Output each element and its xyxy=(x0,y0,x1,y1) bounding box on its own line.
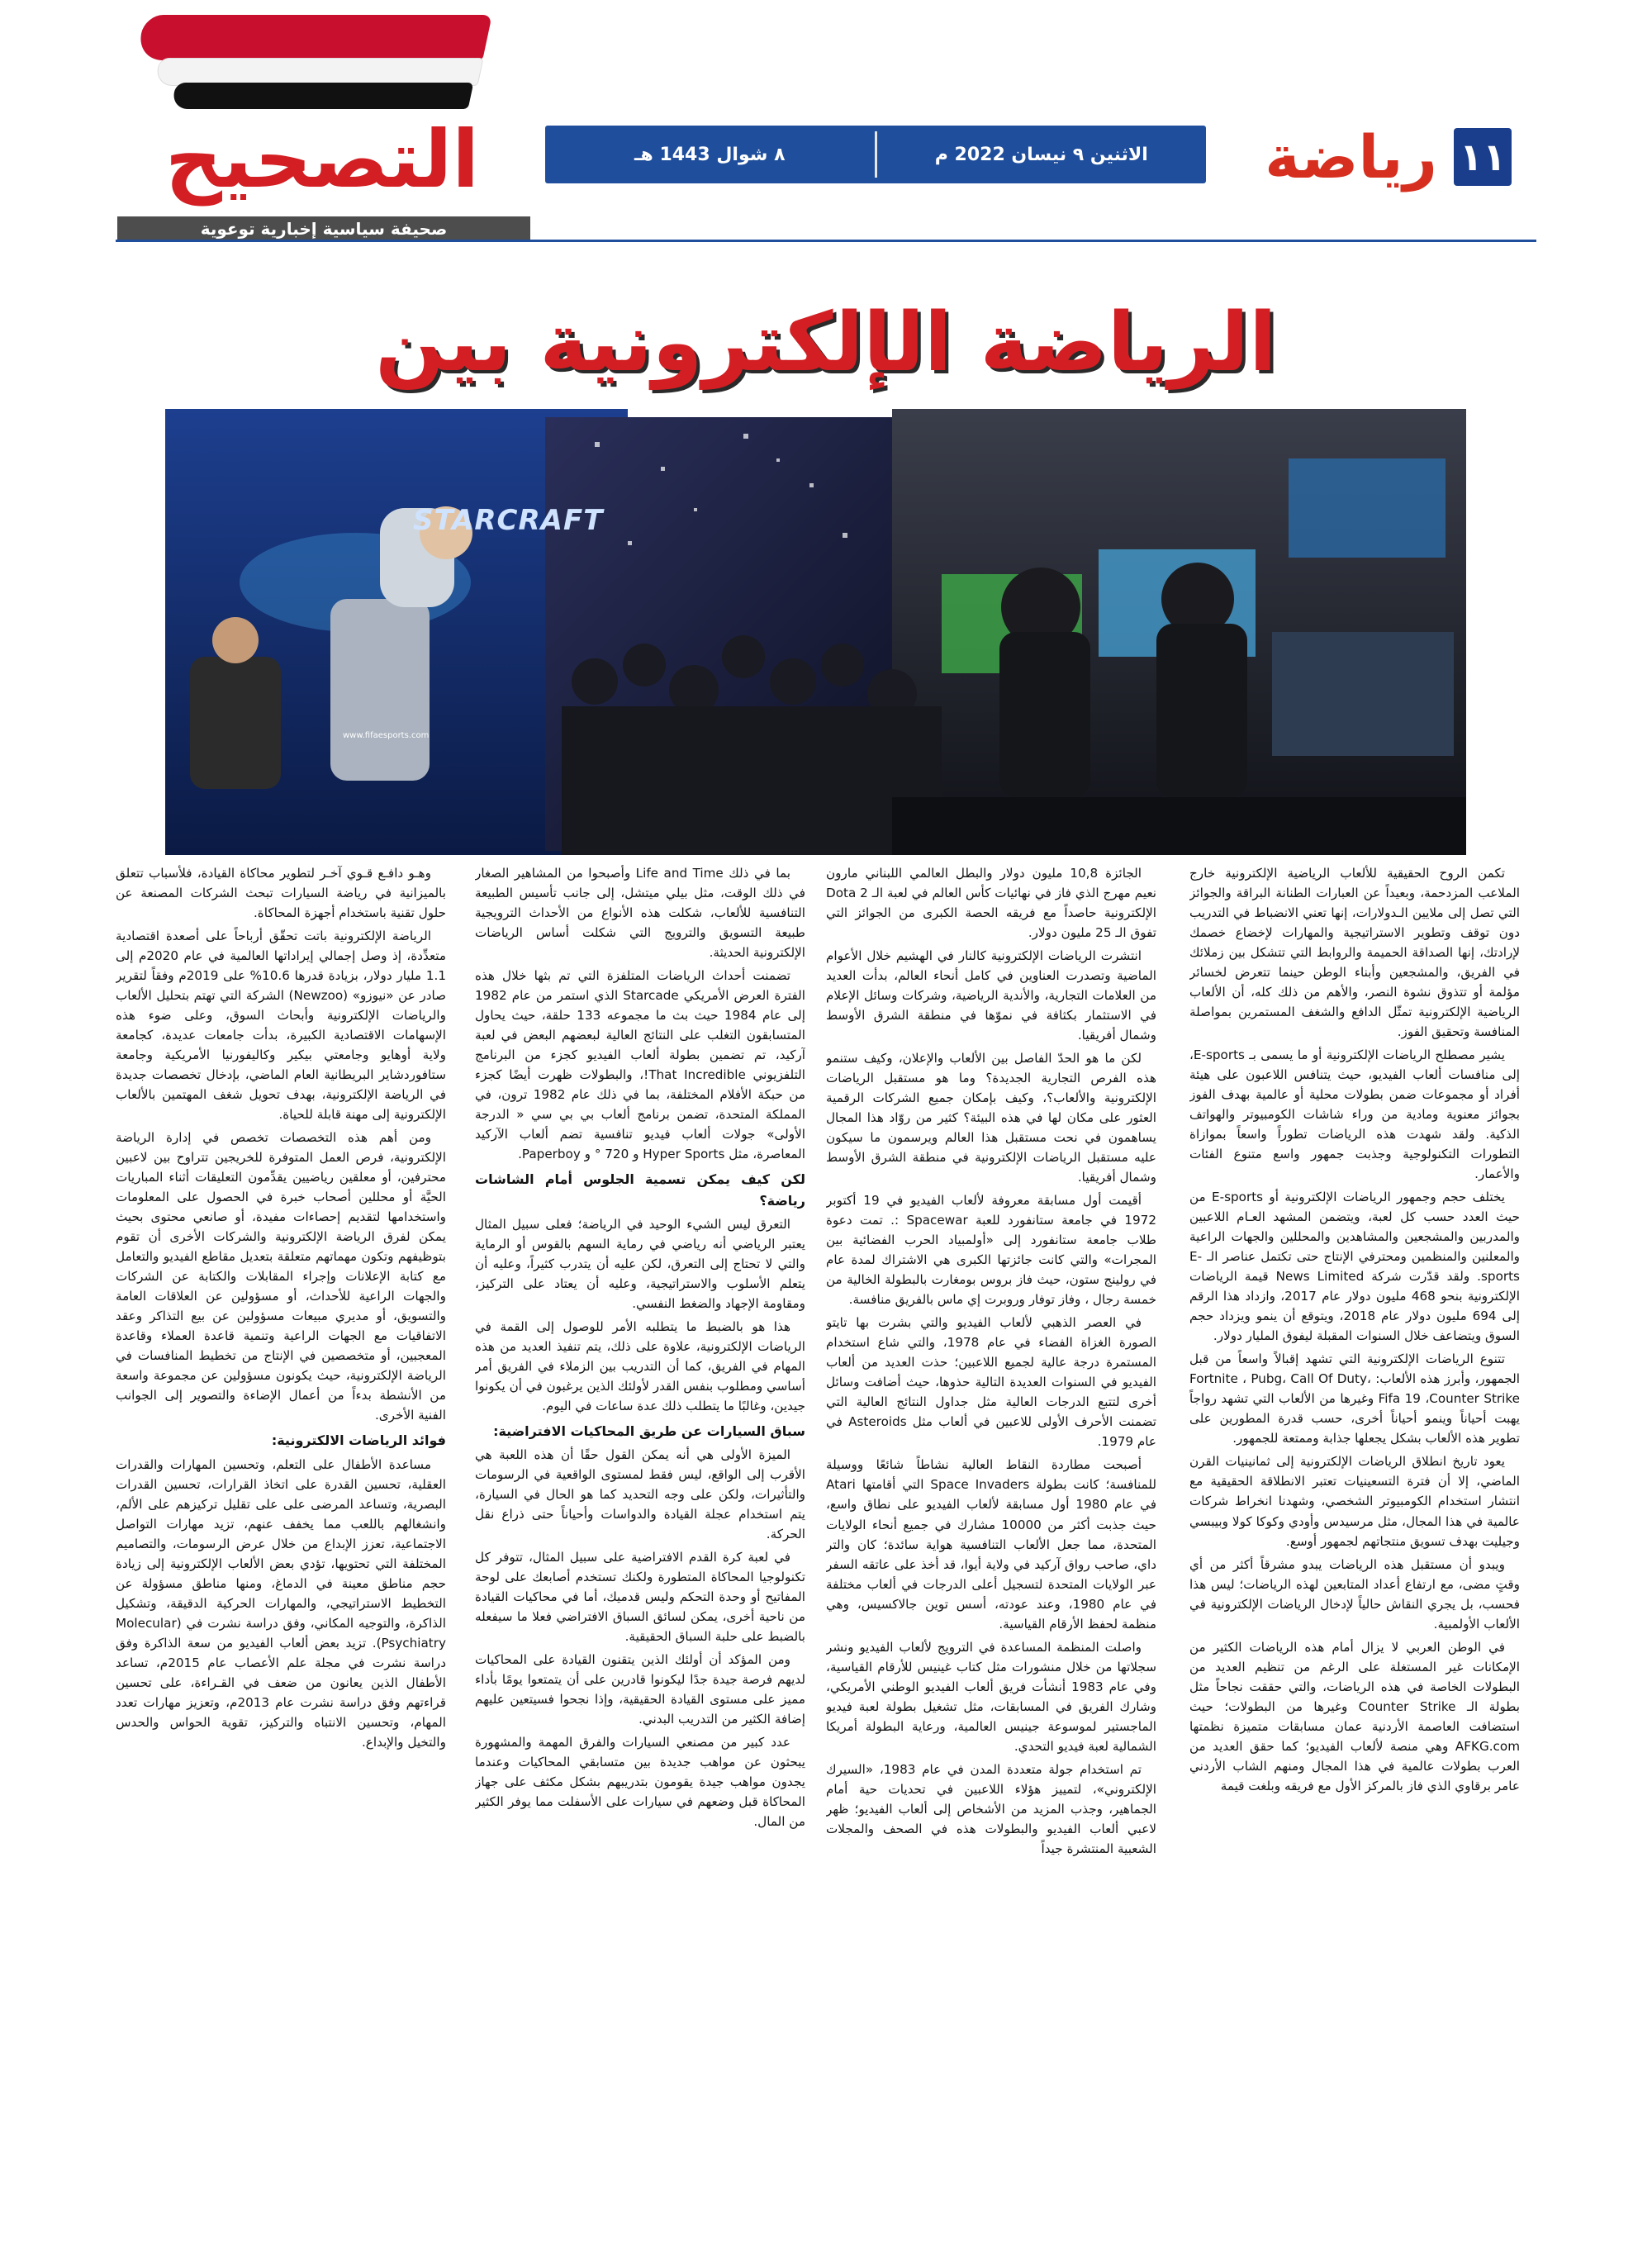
flag-red-stripe xyxy=(135,15,492,60)
date-divider xyxy=(875,131,877,178)
article-paragraph: انتشرت الرياضات الإلكترونية كالنار في الهشيم خلال الأعوام الماضية وتصدرت العناوين في كامل أنحاء العالم، بدأت العديد من العلامات التجارية، والأندية الرياضية، وشركات وسائل الإعلام في الاستثمار بكثافة في نموّها في منطقة الشرق الأوسط وشمال أفريقيا. xyxy=(826,948,1156,1043)
article-paragraph: ويبدو أن مستقبل هذه الرياضات يبدو مشرقاً أكثر من أي وقتٍ مضى، مع ارتفاع أعداد المتابعين لهذه الرياضات؛ ليس هذا فحسب، بل يجري النقاش حالياً لإدخال الرياضات الإلكترونية في الألعاب الأولمبية. xyxy=(1189,1556,1520,1632)
article-paragraph: أقيمت أول مسابقة معروفة لألعاب الفيديو في 19 أكتوبر 1972 في جامعة ستانفورد للعبة Spacewar :. تمت دعوة طلاب جامعة ستانفورد إلى «أولمبياد الحرب الفضائية بين المجرات» والتي كانت جائزتها الكبرى هي الاشتراك لمدة عام في رولينج ستون، حيث فاز بروس بومغارت بالبطولة الخالية من خمسة رجال ، وفاز توفار وروبرت إي ماس بالفريق منافسة. xyxy=(826,1193,1156,1308)
article-paragraph: الجائزة 10,8 مليون دولار والبطل العالمي اللبناني مارون نعيم مهرج الذي فاز في نهائيات كأس العالم في لعبة الـ Dota 2 الإلكترونية حاصداً مع فريقه الحصة الكبرى من الجوائز التي تفوق الـ 25 مليون دولار. xyxy=(826,866,1156,941)
page-number: ١١ xyxy=(1454,128,1512,186)
header-rule xyxy=(116,240,1536,242)
esports-photo-collage xyxy=(165,409,1466,855)
article-column-3 xyxy=(475,863,805,2202)
article-paragraph: وهـو دافـع قـوي آخـر لتطوير محاكاة القيادة، فلأسباب تتعلق بالميزانية في رياضة السيارات تبحث الشركات المصنعة عن حلول تقنية باستخدام أجهزة المحاكاة. xyxy=(116,866,446,921)
article-paragraph: في لعبة كرة القدم الافتراضية على سبيل المثال، تتوفر كل تكنولوجيا المحاكاة المتطورة ولكنك تستخدم أصابعك على لوحة المفاتيح أو وحدة التحكم وليس قدميك، أما في محاكيات القيادة من ناحية أخرى، يمكن لسائق السباق الافتراضي فعلا ما سيفعله بالضبط على حلبة السباق الحقيقية. xyxy=(475,1550,805,1645)
article-paragraph: تتنوع الرياضات الإلكترونية التي تشهد إقبالاً واسعاً من قبل الجمهور، وأبرز هذه الألعاب: Fortnite ، Pubg، Call Of Duty، Fifa 19 ،Counter Strike وغيرها من الألعاب التي تشهد رواجاً يهبت أحياناً وينمو أحياناً أخرى، حسب قدرة المطورين على تطوير هذه الألعاب بشكل يجعلها جذابة وممتعة للجمهور. xyxy=(1189,1351,1520,1446)
section-title: رياضة xyxy=(1265,122,1437,192)
article-paragraph: تضمنت أحداث الرياضات المتلفزة التي تم بثها خلال هذه الفترة العرض الأمريكي Starcade الذي استمر من عام 1982 إلى عام 1984 حيث بث ما مجموعه 133 حلقة، حيث يحاول المتسابقون التغلب على النتائج العالية لبعضهم البعض في لعبة آركيد، تم تضمين بطولة ألعاب الفيديو كجزء من البرنامج التلفزيوني That Incredible!، والبطولات ظهرت أيضًا كجزء من حبكة الأفلام المختلفة، بما في ذلك عام 1982 ترون، في المملكة المتحدة، تضمن برنامج ألعاب بي بي سي « الدرجة الأولى» جولات ألعاب فيديو تنافسية تضم ألعاب الآركيد المعاصرة، مثل Hyper Sports و 720 ° و Paperboy. xyxy=(475,968,805,1162)
article-paragraph: لكن ما هو الحدّ الفاصل بين الألعاب والإعلان، وكيف ستنمو هذه الفرص التجارية الجديدة؟ وما هو مستقبل الرياضات الإلكترونية والألعاب؟، وكيف بإمكان جميع الشركات الرقمية العثور على مكان لها في هذه البيئة؟ كثير من روّاد هذا المجال يساهمون في نحت مستقبل هذا العالم ويرسمون ما سيكون عليه مستقبل الرياضات الإلكترونية في منطقة الشرق الأوسط وشمال أفريقيا. xyxy=(826,1051,1156,1185)
article-paragraph: الميزة الأولى هي أنه يمكن القول حقًا أن هذه اللعبة هي الأقرب إلى الواقع، ليس فقط لمستوى الواقعية في الرسومات والتأثيرات، ولكن على وجه التحديد كما هو الحال في السيارة، يتم استخدام عجلة القيادة والدواسات وأحياناً حتى ذراع نقل الحركة. xyxy=(475,1447,805,1542)
article-column-1 xyxy=(1189,863,1520,2202)
stage-screen-text: www.fifaesports.com xyxy=(343,731,430,740)
date-gregorian: الاثنين ٩ نيسان 2022 م xyxy=(934,144,1148,165)
article-column-2 xyxy=(826,863,1156,2202)
article-paragraph: يشير مصطلح الرياضات الإلكترونية أو ما يسمى بـ E-sports، إلى منافسات ألعاب الفيديو، حيث يتنافس اللاعبون على هيئة أفراد أو مجموعات ضمن بطولات محلية أو عالمية بهدف الفوز بجوائز معنوية ومادية من وراء شاشات الكومبيوتر والهواتف الذكية. ولقد شهدت هذه الرياضات تطوراً واسعاً بموازاة التطورات التكنولوجية وجذبت جمهور واسع متنوع الفئات والأعمار. xyxy=(1189,1047,1520,1182)
article-paragraph: واصلت المنظمة المساعدة في الترويج لألعاب الفيديو ونشر سجلاتها من خلال منشورات مثل كتاب غينيس للأرقام القياسية، وفي عام 1983 أنشأت فريق ألعاب الفيديو الوطني الأمريكي، وشارك الفريق في المسابقات، مثل تشغيل بطولة لعبة فيديو الماجستير لموسوعة جينيس العالمية، ورعاية البطولة أمريكا الشمالية لعبة فيديو التحدي. xyxy=(826,1639,1156,1754)
article-paragraph: التعرق ليس الشيء الوحيد في الرياضة؛ فعلى سبيل المثال يعتبر الرياضي أنه رياضي في رماية السهم بالقوس أو الرماية والتي لا تحتاج إلى التعرق، لكن عليه أن يتدرب كثيراً، وعليه أن يتعلم الأسلوب والاستراتيجية، وعليه أن يعتاد على التركيز، ومقاومة الإجهاد والضغط النفسي. xyxy=(475,1216,805,1311)
article-paragraph: في العصر الذهبي لألعاب الفيديو والتي بشرت بها تايتو الصورة الغزاة الفضاء في عام 1978، والتي شاع استخدام المستمرة درجة عالية لجميع اللاعبين؛ حذت العديد من ألعاب الفيديو في السنوات العديدة التالية حذوها، حيث أضافت وسائل أخرى لتتبع الدرجات العالية مثل جداول النتائج العالية التي تضمنت الأحرف الأولى للاعبين في ألعاب مثل Asteroids في عام 1979. xyxy=(826,1315,1156,1450)
article-paragraph: الرياضة الإلكترونية باتت تحقّق أرباحاً على أصعدة اقتصادية متعدِّدة، إذ وصل إجمالي إيراداتها العالمية في عام 2020م إلى 1.1 مليار دولار، بزيادة قدرها 10.6% على 2019م وفقاً لتقرير صادر عن «نيوزو» (Newzoo) الشركة التي تهتم بتحليل الألعاب والرياضات الإلكترونية وأبحاث السوق، وعلى ضوء هذه الإسهامات الاقتصادية الكبيرة، بدأت جامعات عديدة، كجامعة ولاية أوهايو وجامعتي بيكير وكاليفورنيا الأمريكية وجامعة ستافوردشاير البريطانية العام الماضي، بإدخال تخصصات جديدة في الرياضة الإلكترونية، بهدف تحويل شغف المهتمين بالألعاب الإلكترونية إلى مهنة قابلة للحياة. xyxy=(116,929,446,1123)
article-subheading: لكن كيف يمكن تسمية الجلوس أمام الشاشات رياضة؟ xyxy=(475,1171,805,1209)
article-paragraph: ومن أهم هذه التخصصات تخصص في إدارة الرياضة الإلكترونية، فرص العمل المتوفرة للخريجين تتراوح بين لاعبين محترفين، أو معلقين رياضيين يقدِّمون التعليقات أثناء المباريات الحيَّة أو محللين أصحاب خبرة في الحصول على المعلومات واستخدامها لتقديم إحصاءات مفيدة، أو صانعي محتوى بحيث يمكن لفرق الرياضة الإلكترونية والشركات الأخرى أن تقوم بتوظيفهم وتكون مهماتهم متعلقة بتعديل مقاطع الفيديو والتعامل مع كتابة الإعلانات وإجراء المقابلات والكتابة عن الشركات والجهات الراعية للأحداث، أو مسؤولين عن العلاقات العامة والتسويق، أو مديري مبيعات مسؤولين عن بيع التذاكر وعقد الاتفاقيات مع الجهات الراعية وتنمية قاعدة العملاء وقاعدة المعجبين، أو متخصصين في الإنتاج من تخطيط المنافسات في الرياضة الإلكترونية، حيث يكونون مسؤولين عن مجموعة واسعة من الأنشطة بدءاً من أعمال الإضاءة والتصوير إلى الجوانب الفنية الأخرى. xyxy=(116,1130,446,1423)
article-paragraph: يختلف حجم وجمهور الرياضات الإلكترونية أو E-sports من حيث العدد حسب كل لعبة، ويتضمن المشهد العـام اللاعبين والمدربين والمشجعين والمشاهدين والمحللين والجهات الراعية والمعلنين والمنظمين ومحترفي الإنتاج حتى تكتمل عناصر الـ E-sports. ولقد قدّرت شركة News Limited قيمة الرياضات الإلكترونية بنحو 468 مليون دولار عام 2017، وازداد هذا الرقم إلى 694 مليون دولار عام 2018، ويتوقع أن ينمو ويزداد حجم السوق ويتضاعف خلال السنوات المقبلة ليفوق المليار دولار. xyxy=(1189,1190,1520,1344)
logo-text: التصحيح xyxy=(164,113,480,206)
date-bar xyxy=(545,126,1206,183)
flag-white-stripe xyxy=(154,58,483,86)
article-subheading: فوائد الرياضات الالكترونية: xyxy=(271,1432,446,1449)
article-paragraph: مساعدة الأطفال على التعلم، وتحسين المهارات والقدرات العقلية، تحسين القدرة على اتخاذ القرارات، تحسين القدرات البصرية، وتساعد المرضى على على تقليل تركيزهم على الألم، وانشغالهم باللعب مما يخفف عنهم، تزيد مهارات التواصل الاجتماعية، تعزز الإبداع من خلال عرض الرسومات، والتصاميم المختلفة التي تحتويها، تؤدي بعض الألعاب الإلكترونية إلى زيادة حجم مناطق معينة في الدماغ، ومنها مناطق مسؤولة عن التخطيط الاستراتيجي، والمهارات الحركية الدقيقة، وتشكيل الذاكرة، والتوجيه المكاني، وفق دراسة نشرت في (Molecular Psychiatry). تزيد بعض ألعاب الفيديو من سعة الذاكرة وفق دراسة نشرت في مجلة علم الأعصاب عام 2015م، تساعد الأطفال الذين يعانون من ضعف في القـراءة، على تحسين قراءتهم وفق دراسة نشرت عام 2013م، وتعزيز مهارات تعدد المهام، وتحسين الانتباه والتركيز، تقوية الحواس والحدس والتخيل والإبداع. xyxy=(116,1456,446,1750)
article-paragraph: تم استخدام جولة متعددة المدن في عام 1983، «السيرك الإلكتروني»، لتمييز هؤلاء اللاعبين في تحديات حية أمام الجماهير، وجذب المزيد من الأشخاص إلى ألعاب الفيديو؛ ظهر لاعبي ألعاب الفيديو والبطولات هذه في الصحف والمجلات الشعبية المنتشرة جيداً xyxy=(826,1761,1156,1856)
date-hijri: ٨ شوال 1443 هـ xyxy=(634,144,786,165)
article-paragraph: بما في ذلك Life and Time وأصبحوا من المشاهير الصغار في ذلك الوقت، مثل بيلي ميتشل، إلى جانب تأسيس الطبيعة التنافسية للألعاب، شكلت هذه الأنواع من الأحداث الترويجية طبيعة التسويق والترويج التي شكلت أساس الرياضات الإلكترونية الحديثة. xyxy=(475,866,805,961)
logo-tagline: صحيفة سياسية إخبارية توعوية xyxy=(117,216,530,241)
article-paragraph: عدد كبير من مصنعي السيارات والفرق المهمة والمشهورة يبحثون عن مواهب جديدة بين متسابقي المحاكيات وعندما يجدون مواهب جيدة يقومون بتدريبهم بشكل مكثف على جهاز المحاكاة قبل وضعهم في سيارات على الأسفلت مما يوفر الكثير من المال. xyxy=(475,1735,805,1830)
article-headline: الرياضة الإلكترونية بين xyxy=(375,296,1277,390)
article-subheading: سباق السيارات عن طريق المحاكيات الافتراضية: xyxy=(493,1423,805,1439)
article-paragraph: هذا هو بالضبط ما يتطلبه الأمر للوصول إلى القمة في الرياضات الإلكترونية، علاوة على ذلك، يتم تنفيذ العديد من هذه المهام في الفريق، كما أن التدريب بين الزملاء في الفريق أمر أساسي ومطلوب بنفس القدر لأولئك الذين يرغبون في أن يكونوا جيدين، وغالبًا ما يتطلب ذلك عدة ساعات في اليوم. xyxy=(475,1318,805,1413)
article-paragraph: يعود تاريخ انطلاق الرياضات الإلكترونية إلى ثمانينيات القرن الماضي، إلا أن فترة التسعينيات تعتبر الانطلاقة الحقيقية مع انتشار استخدام الكومبيوتر الشخصي، وشهدنا انخراط شركات عالمية في هذا المجال، مثل مرسيدس وأودي وكوكا كولا وبيبسي وجيليت بهدف تسويق منتجاتهم لجمهور أوسع. xyxy=(1189,1454,1520,1549)
article-paragraph: تكمن الروح الحقيقية للألعاب الرياضية الإلكترونية خارج الملاعب المزدحمة، وبعيداً عن العبارات الطنانة البراقة والجوائز التي تصل إلى ملايين الـدولارات، إنها تعني الانضباط في التدريب دون توقف وتطوير الاستراتيجية والمهارات لإخضاع خصمك لإرادتك، إنها الصداقة الحميمة والروابط التي تتشكل بين زملائك في الفريق، والمشجعين وأبناء الوطن حينما تتعرض لخسائر مؤلمة أو تتذوق نشوة النصر، والأهم من ذلك كله، أن الألعاب الرياضية الإلكترونية تمثّل الدافع والشغف المستمرين بمواصلة المنافسة وتحقيق الفوز. xyxy=(1189,866,1520,1040)
article-paragraph: أصبحت مطاردة النقاط العالية نشاطاً شائعًا ووسيلة للمنافسة؛ كانت بطولة Space Invaders التي أقامتها Atari في عام 1980 أول مسابقة لألعاب الفيديو على نطاق واسع، حيث جذبت أكثر من 10000 مشارك في جميع أنحاء الولايات المتحدة، مما جعل الألعاب التنافسية هواية سائدة؛ كان والتر داي، صاحب رواق آركيد في ولاية أيوا، قد أخذ على عاتقه السفر عبر الولايات المتحدة لتسجيل أعلى الدرجات في ألعاب مختلفة في عام 1980، وعند عودته، أسس توين جالاكسيس، وهي منظمة لحفظ الأرقام القياسية. xyxy=(826,1457,1156,1632)
article-column-4 xyxy=(116,863,446,2202)
starcraft-banner-text: STARCRAFT xyxy=(413,504,604,537)
article-paragraph: في الوطن العربي لا يزال أمام هذه الرياضات الكثير من الإمكانات غير المستغلة على الرغم من تنظيم العديد من البطولات الخاصة في هذه الرياضات، والتي حققت نجاحاً مثل بطولة الـ Counter Strike وغيرها من البطولات؛ حيث استضافت العاصمة الأردنية عمان مسابقات متميزة نظمتها AFKG.com وهي منصة لألعاب الفيديو؛ كما حقق العديد من العرب بطولات عالمية في هذا المجال ومنهم الشاب الأردني عامر برقاوي الذي فاز بالمركز الأول مع فريقه وبلغت قيمة xyxy=(1189,1639,1520,1793)
article-paragraph: ومن المؤكد أن أولئك الذين يتقنون القيادة على المحاكيات لديهم فرصة جيدة جدًا ليكونوا قادرين على أن يتمتعوا يومًا بأداء مميز على مستوى القيادة الحقيقية، وإذا نجحوا فسيتعين عليهم إضافة الكثير من التدريب البدني. xyxy=(475,1652,805,1727)
